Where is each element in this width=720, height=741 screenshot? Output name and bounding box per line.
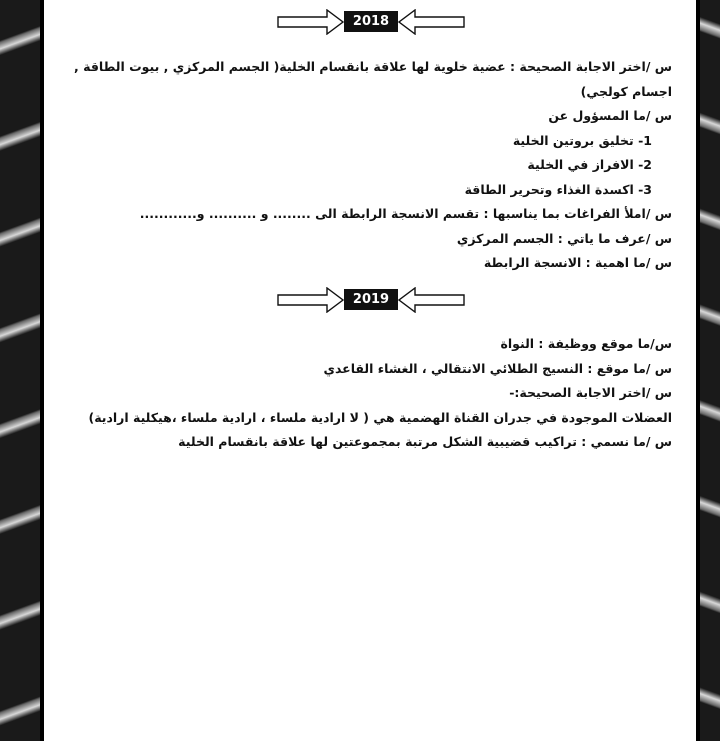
list-item: 2- الافراز في الخلية xyxy=(527,157,652,172)
list-item: 1- تخليق بروتين الخلية xyxy=(512,132,652,148)
question-4: س /عرف ما ياتي : الجسم المركزي xyxy=(456,230,672,246)
left-decorative-border xyxy=(0,0,44,741)
question-3: س /املأ الفراغات بما يناسبها : تقسم الانسجة الرابطة الى ........ و .......... و............ xyxy=(139,206,672,221)
year-label: 2018 xyxy=(344,11,398,32)
question-2: س /ما موقع : النسيج الطلائي الانتقالي ، الغشاء القاعدي xyxy=(323,360,672,376)
section-2018-questions xyxy=(60,55,672,276)
section-2019-questions xyxy=(60,332,672,455)
question-3: س /اختر الاجابة الصحيحة:- xyxy=(509,385,672,400)
question-5: س /ما نسمي : تراكيب قضيبية الشكل مرتبة بمجموعتين لها علاقة بانقسام الخلية xyxy=(178,434,672,449)
question-1: س /اختر الاجابة الصحيحة : عضية خلوية لها علاقة بانقسام الخلية( الجسم المركزي , بيوت الطاقة , اجسام كولجي) xyxy=(74,59,672,99)
question-1: س/ما موقع ووظيفة : النواة xyxy=(500,336,672,351)
year-label: 2019 xyxy=(344,289,398,310)
right-decorative-border xyxy=(696,0,720,741)
question-5: س /ما اهمية : الانسجة الرابطة xyxy=(483,255,672,270)
year-banner-2018 xyxy=(277,9,465,35)
year-banner-2019 xyxy=(277,287,465,313)
question-2: س /ما المسؤول عن xyxy=(548,108,672,123)
question-4: العضلات الموجودة في جدران القناة الهضمية هي ( لا ارادية ملساء ، ارادية ملساء ،هيكلية ارادية) xyxy=(88,409,672,425)
list-item: 3- اكسدة الغذاء وتحرير الطاقة xyxy=(464,181,652,197)
